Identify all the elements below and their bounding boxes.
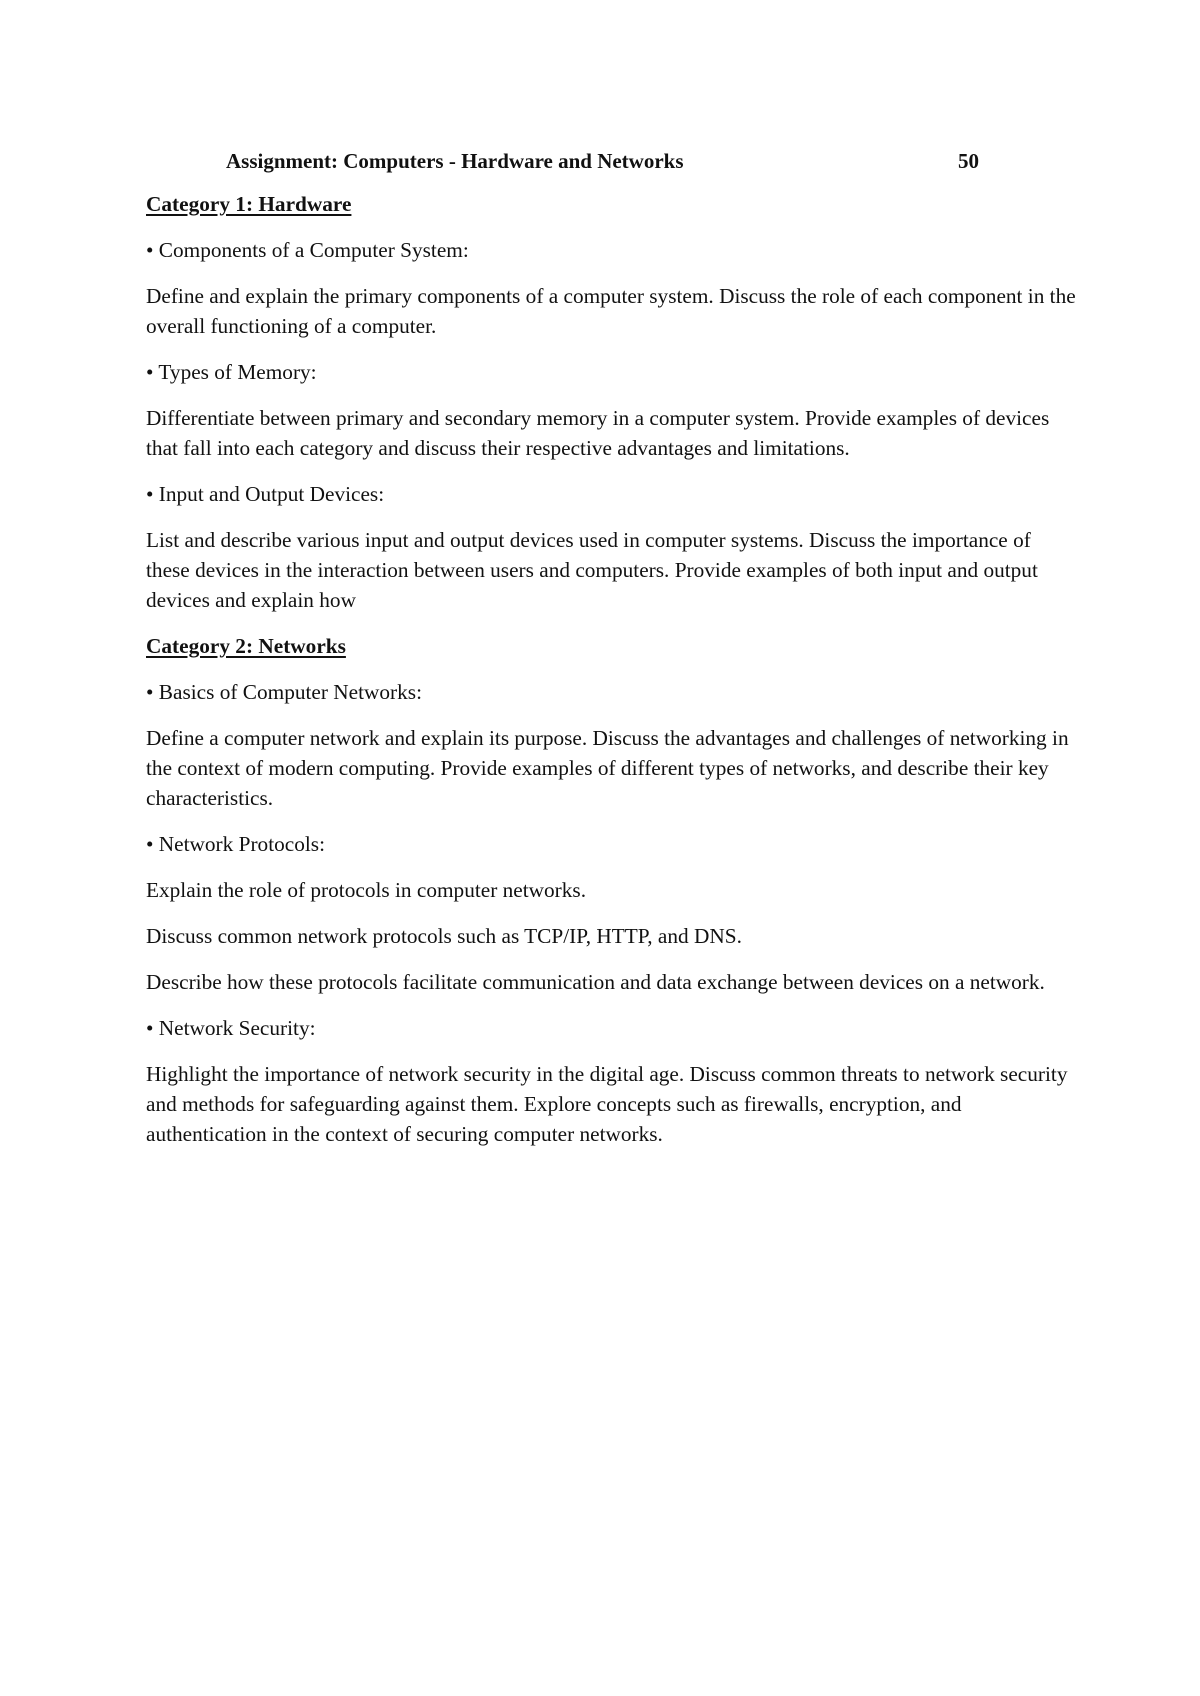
category-heading-networks: Category 2: Networks xyxy=(146,634,346,658)
paragraph-components: Define and explain the primary components of a computer system. Discuss the role of each component in the overall functioning of a computer. xyxy=(146,284,1076,338)
paragraph-network-basics: Define a computer network and explain its purpose. Discuss the advantages and challenges of networking in the context of modern computing. Provide examples of different types of networks, and describe their key characteristics. xyxy=(146,726,1069,810)
bullet-memory: • Types of Memory: xyxy=(146,360,317,384)
paragraph-protocols-communication: Describe how these protocols facilitate communication and data exchange between devices on a network. xyxy=(146,970,1045,994)
document-body xyxy=(146,189,1076,1165)
paragraph-io-devices: List and describe various input and output devices used in computer systems. Discuss the importance of these devices in the interaction between users and computers. Provide examples of both input and output devices and explain how xyxy=(146,528,1038,612)
paragraph-protocols-role: Explain the role of protocols in computer networks. xyxy=(146,878,587,902)
paragraph-protocols-common: Discuss common network protocols such as TCP/IP, HTTP, and DNS. xyxy=(146,924,742,948)
assignment-score: 50 xyxy=(958,149,979,173)
paragraph-network-security: Highlight the importance of network security in the digital age. Discuss common threats to network security and methods for safeguarding against them. Explore concepts such as firewalls, encryption, and authentication in the context of securing computer networks. xyxy=(146,1062,1068,1146)
assignment-title-row xyxy=(226,146,986,176)
bullet-io-devices: • Input and Output Devices: xyxy=(146,482,385,506)
paragraph-memory: Differentiate between primary and secondary memory in a computer system. Provide examples of devices that fall into each category and discuss their respective advantages and limitations. xyxy=(146,406,1050,460)
assignment-title: Assignment: Computers - Hardware and Networks xyxy=(226,149,684,173)
bullet-components: • Components of a Computer System: xyxy=(146,238,469,262)
bullet-network-security: • Network Security: xyxy=(146,1016,316,1040)
category-heading-hardware: Category 1: Hardware xyxy=(146,192,352,216)
bullet-network-basics: • Basics of Computer Networks: xyxy=(146,680,422,704)
bullet-network-protocols: • Network Protocols: xyxy=(146,832,325,856)
